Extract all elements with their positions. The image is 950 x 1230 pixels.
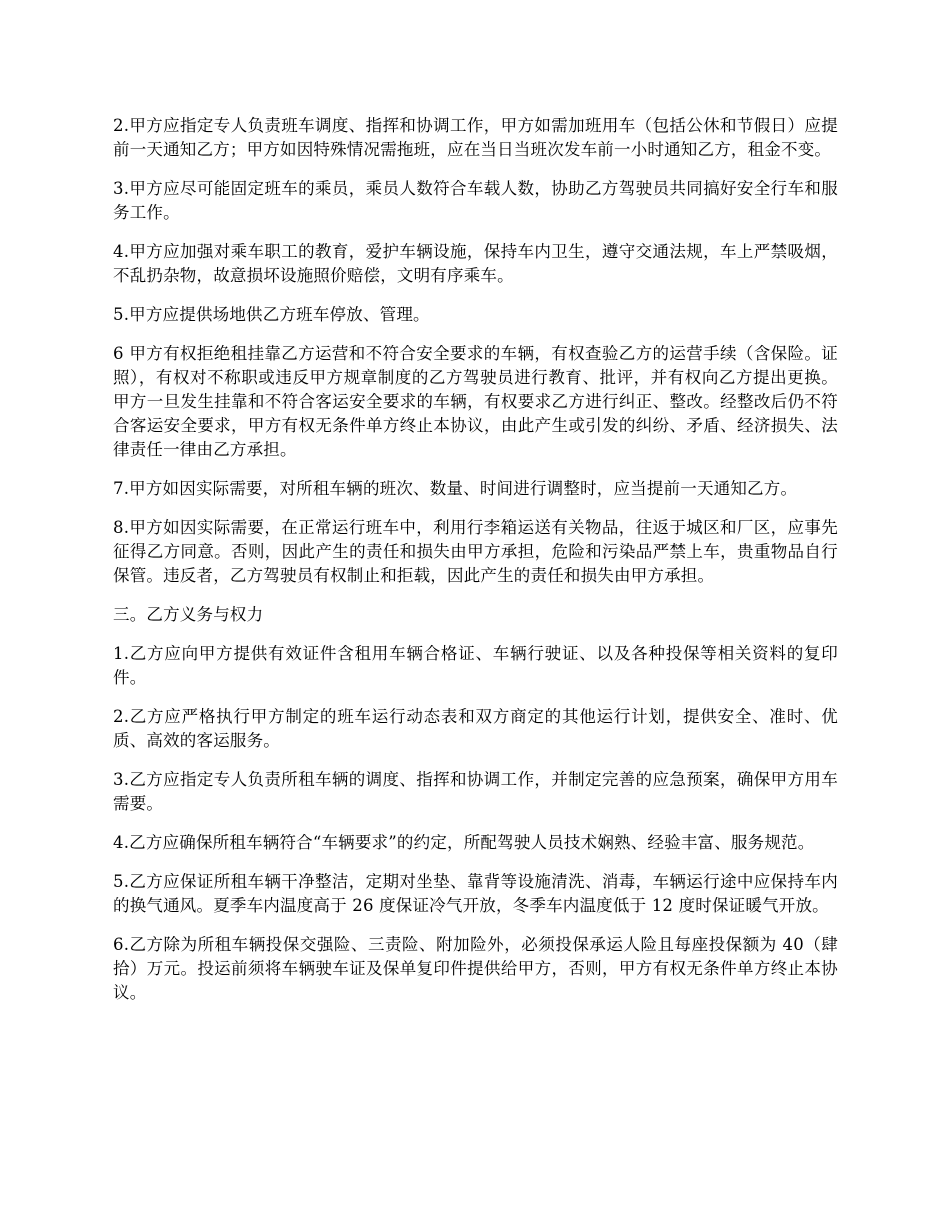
clause-2-5-parking: 5.甲方应提供场地供乙方班车停放、管理。 (113, 305, 430, 324)
clause-3-4-vehicle-requirements: 4.乙方应确保所租车辆符合“车辆要求”的约定，所配驾驶人员技术娴熟、经验丰富、服务规范。 (113, 833, 815, 852)
document-body (113, 114, 838, 1005)
clause-2-3-passengers: 3.甲方应尽可能固定班车的乘员，乘员人数符合车载人数，协助乙方驾驶员共同搞好安全行车和服务工作。 (113, 179, 838, 222)
clause-2-7-schedule-changes: 7.甲方如因实际需要，对所租车辆的班次、数量、时间进行调整时，应当提前一天通知乙方。 (113, 479, 798, 498)
clause-3-2-operations: 2.乙方应严格执行甲方制定的班车运行动态表和双方商定的其他运行计划，提供安全、准时、优质、高效的客运服务。 (113, 707, 838, 750)
clause-3-5-cleanliness: 5.乙方应保证所租车辆干净整洁，定期对坐垫、靠背等设施清洗、消毒，车辆运行途中应保持车内的换气通风。夏季车内温度高于 26 度保证冷气开放，冬季车内温度低于 12 度时保证暖气开放。 (113, 872, 838, 915)
clause-2-2-dispatch: 2.甲方应指定专人负责班车调度、指挥和协调工作，甲方如需加班用车（包括公休和节假日）应提前一天通知乙方；甲方如因特殊情况需拖班，应在当日当班次发车前一小时通知乙方，租金不变。 (113, 116, 838, 159)
clause-2-6-refusal-rights: 6 甲方有权拒绝租挂靠乙方运营和不符合安全要求的车辆，有权查验乙方的运营手续（含保险。证照），有权对不称职或违反甲方规章制度的乙方驾驶员进行教育、批评，并有权向乙方提出更换。甲方一旦发生挂靠和不符合客运安全要求的车辆，有权要求乙方进行纠正、整改。经整改后仍不符合客运安全要求，甲方有权无条件单方终止本协议，由此产生或引发的纠纷、矛盾、经济损失、法律责任一律由乙方承担。 (113, 344, 838, 459)
clause-2-4-education: 4.甲方应加强对乘车职工的教育，爱护车辆设施，保持车内卫生，遵守交通法规，车上严禁吸烟，不乱扔杂物，故意损坏设施照价赔偿，文明有序乘车。 (113, 242, 838, 285)
section-heading-party-b: 三。乙方义务与权力 (113, 605, 264, 624)
clause-3-6-insurance: 6.乙方除为所租车辆投保交强险、三责险、附加险外，必须投保承运人险且每座投保额为 40（肆拾）万元。投运前须将车辆驶车证及保单复印件提供给甲方，否则，甲方有权无条件单方终止本协议。 (113, 935, 838, 1002)
clause-3-1-documents: 1.乙方应向甲方提供有效证件含租用车辆合格证、车辆行驶证、以及各种投保等相关资料的复印件。 (113, 644, 838, 687)
clause-3-3-contingency: 3.乙方应指定专人负责所租车辆的调度、指挥和协调工作，并制定完善的应急预案，确保甲方用车需要。 (113, 770, 838, 813)
clause-2-8-luggage: 8.甲方如因实际需要，在正常运行班车中，利用行李箱运送有关物品，往返于城区和厂区，应事先征得乙方同意。否则，因此产生的责任和损失由甲方承担，危险和污染品严禁上车，贵重物品自行保管。违反者，乙方驾驶员有权制止和拒载，因此产生的责任和损失由甲方承担。 (113, 518, 838, 585)
